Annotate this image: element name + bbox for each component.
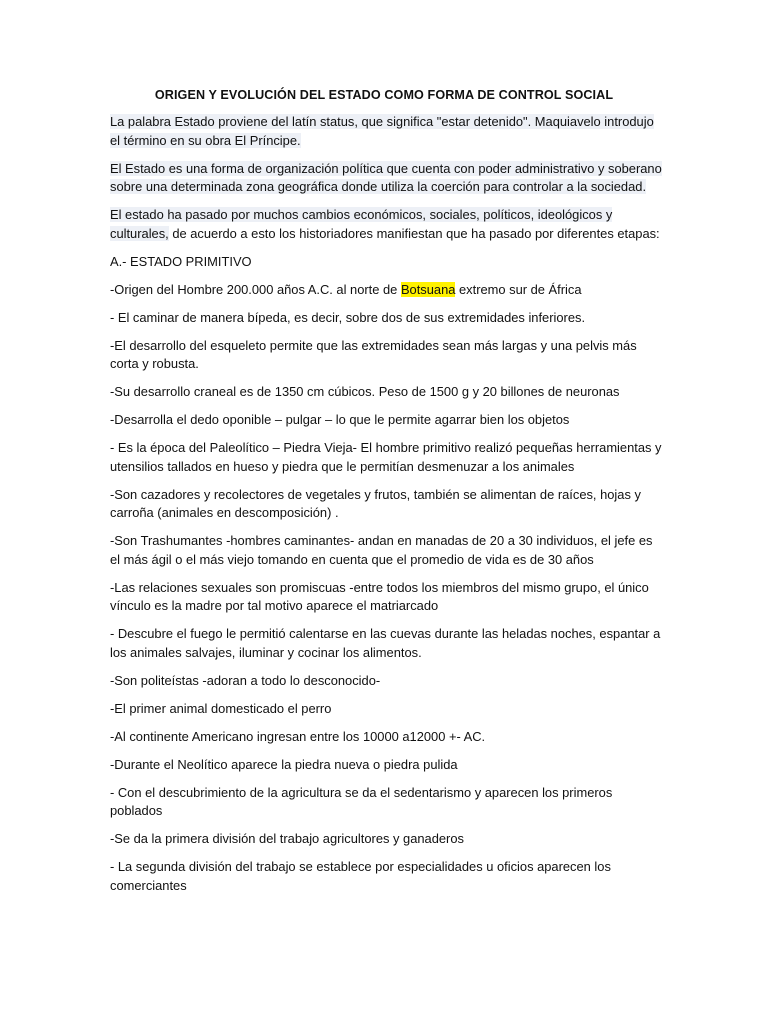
document-body: [110, 113, 662, 905]
list-item-8: -Son Trashumantes -hombres caminantes- andan en manadas de 20 a 30 individuos, el jefe es el más ágil o el más viejo tomando en cuenta que el promedio de vida es de 30 años: [110, 533, 653, 567]
highlighted-word: Botsuana: [400, 281, 456, 297]
section-heading: A.- ESTADO PRIMITIVO: [110, 253, 252, 269]
intro-paragraph-1-text: La palabra Estado proviene del latín status, que significa "estar detenido". Maquiavelo introdujo el término en su obra El Príncipe.: [110, 114, 654, 148]
list-item-2: - El caminar de manera bípeda, es decir, sobre dos de sus extremidades inferiores.: [110, 309, 586, 325]
intro-paragraph-1: [110, 113, 662, 150]
list-item-9: -Las relaciones sexuales son promiscuas -entre todos los miembros del mismo grupo, el único vínculo es la madre por tal motivo aparece el matriarcado: [110, 579, 649, 613]
list-item-7: -Son cazadores y recolectores de vegetales y frutos, también se alimentan de raíces, hojas y carroña (animales en descomposición) .: [110, 486, 641, 520]
list-item-12: -El primer animal domesticado el perro: [110, 700, 332, 716]
list-item-13: -Al continente Americano ingresan entre los 10000 a12000 +- AC.: [110, 728, 486, 744]
list-item-3: -El desarrollo del esqueleto permite que las extremidades sean más largas y una pelvis más corta y robusta.: [110, 337, 637, 371]
list-item-4: -Su desarrollo craneal es de 1350 cm cúbicos. Peso de 1500 g y 20 billones de neuronas: [110, 384, 620, 399]
list-item-14: -Durante el Neolítico aparece la piedra nueva o piedra pulida: [110, 756, 458, 772]
list-item-17: - La segunda división del trabajo se establece por especialidades u oficios aparecen los comerciantes: [110, 859, 611, 893]
intro-paragraph-3-text: de acuerdo a esto los historiadores manifiestan que ha pasado por diferentes etapas:: [168, 225, 660, 241]
list-item-1-text-end: extremo sur de África: [455, 281, 582, 297]
intro-paragraph-3: [110, 206, 662, 243]
document-title: ORIGEN Y EVOLUCIÓN DEL ESTADO COMO FORMA DE CONTROL SOCIAL: [154, 88, 614, 102]
list-item-6: - Es la época del Paleolítico – Piedra Vieja- El hombre primitivo realizó pequeñas herramientas y utensilios tallados en hueso y piedra que le permitían desmenuzar a los animales: [110, 440, 662, 474]
list-item-10: - Descubre el fuego le permitió calentarse en las cuevas durante las heladas noches, espantar a los animales salvajes, iluminar y cocinar los alimentos.: [110, 626, 661, 660]
list-item-15: - Con el descubrimiento de la agricultura se da el sedentarismo y aparecen los primeros poblados: [110, 784, 613, 818]
intro-paragraph-2: [110, 160, 662, 197]
list-item-1-text-start: -Origen del Hombre 200.000 años A.C. al norte de: [110, 281, 401, 297]
intro-paragraph-3-shaded-text: El estado ha pasado por muchos cambios económicos, sociales, políticos, ideológicos y culturales,: [110, 207, 613, 241]
list-item-11: -Son politeístas -adoran a todo lo desconocido-: [110, 672, 381, 688]
list-item-1: [110, 281, 662, 300]
list-item-5: -Desarrolla el dedo oponible – pulgar – lo que le permite agarrar bien los objetos: [110, 412, 570, 427]
list-item-16: -Se da la primera división del trabajo agricultores y ganaderos: [110, 831, 464, 846]
intro-paragraph-2-text: El Estado es una forma de organización política que cuenta con poder administrativo y soberano sobre una determinada zona geográfica donde utiliza la coerción para controlar a la sociedad.: [110, 160, 662, 194]
